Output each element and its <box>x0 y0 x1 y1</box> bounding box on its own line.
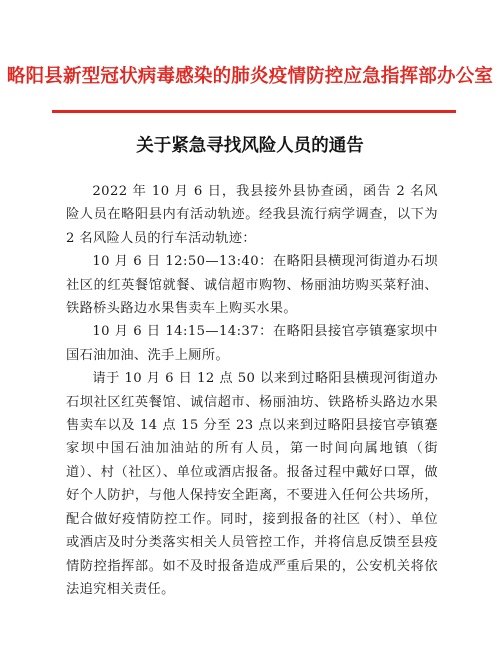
red-divider-line <box>52 110 456 113</box>
paragraph-trajectory-1: 10 月 6 日 12:50—13:40：在略阳县横现河街道办石坝社区的红英餐馆就餐、诚信超市购物、杨丽油坊购买菜籽油、铁路桥头路边水果售卖车上购买水果。 <box>66 254 438 317</box>
notice-body <box>66 180 438 601</box>
issuer-header: 略阳县新型冠状病毒感染的肺炎疫情防控应急指挥部办公室 <box>6 66 494 87</box>
paragraph-trajectory-2: 10 月 6 日 14:15—14:37：在略阳县接官亭镇蹇家坝中国石油加油、洗手上厕所。 <box>66 324 438 363</box>
paragraph-instructions: 请于 10 月 6 日 12 点 50 以来到过略阳县横现河街道办石坝社区红英餐馆、诚信超市、杨丽油坊、铁路桥头路边水果售卖车以及 14 点 15 分至 23 点以来到过略阳县接官亭镇蹇家坝中国石油加油站的所有人员，第一时间向属地镇（街道）、村（社区）、单位或酒店报备。报备过程中戴好口罩，做好个人防护，与他人保持安全距离，不要进入任何公共场所，配合做好疫情防控工作。同时，接到报备的社区（村）、单位或酒店及时分类落实相关人员管控工作，并将信息反馈至县疫情防控指挥部。如不及时报备造成严重后果的，公安机关将依法追究相关责任。 <box>66 371 438 597</box>
paragraph-intro: 2022 年 10 月 6 日，我县接外县协查函，函告 2 名风险人员在略阳县内有活动轨迹。经我县流行病学调查，以下为 2 名风险人员的行车活动轨迹： <box>66 184 438 246</box>
notice-title: 关于紧急寻找风险人员的通告 <box>136 136 364 156</box>
